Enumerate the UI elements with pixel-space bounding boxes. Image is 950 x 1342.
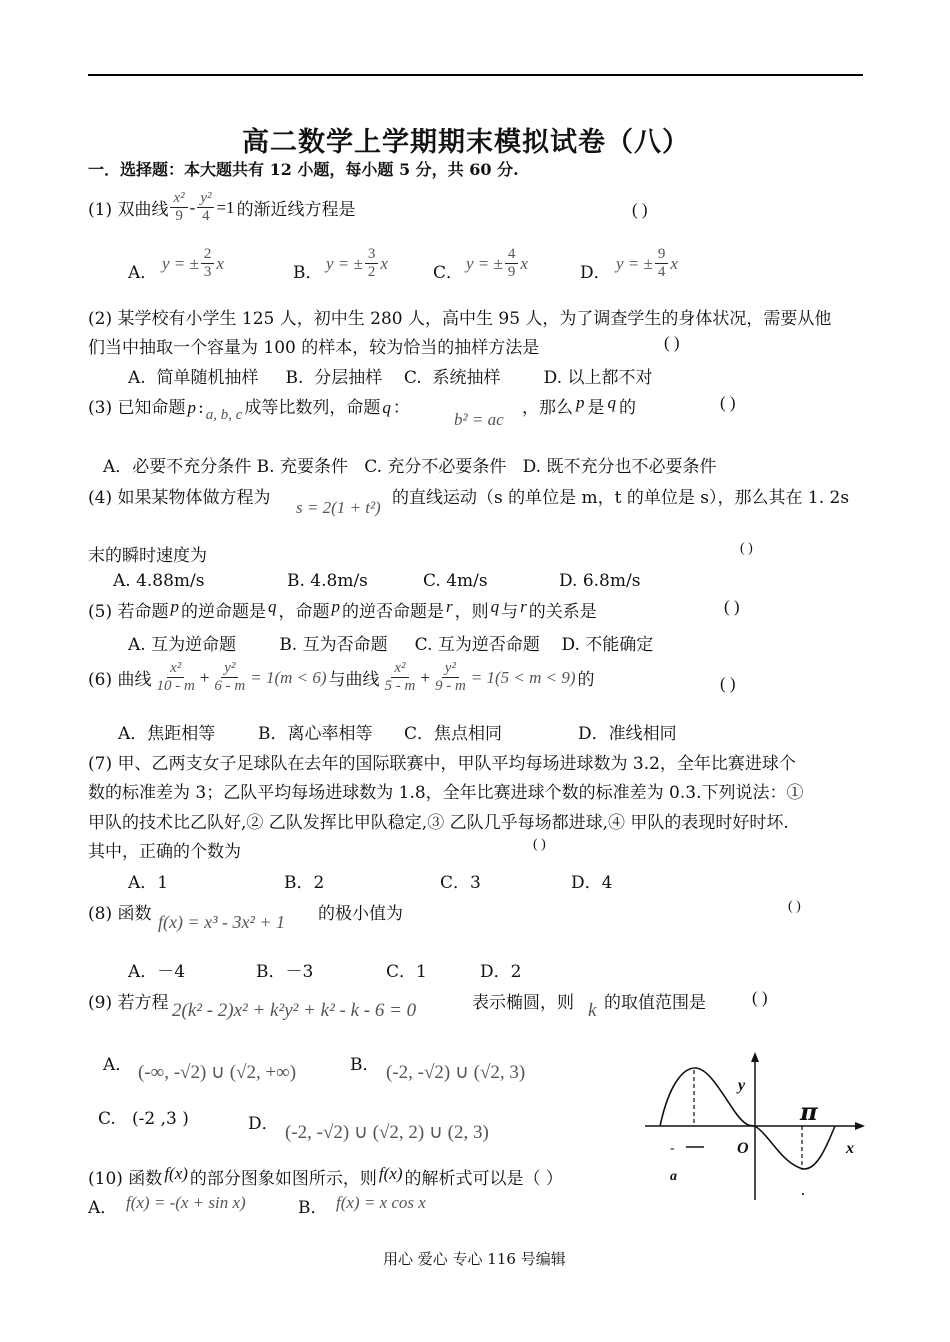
page-title: 高二数学上学期期末模拟试卷（八） [242,127,690,158]
y-axis-label: y [738,1077,746,1094]
q1-answer-paren: ( ) [632,200,648,219]
q3-stem-tail: ，那么 p 是 q 的 [522,393,636,418]
q4-stem-b: 的直线运动（s 的单位是 m，t 的单位是 s），那么其在 1. 2s [392,488,850,508]
question-1-stem [88,190,356,226]
q6-option-c[interactable]: C．焦点相同 [404,724,503,744]
q8-option-c[interactable]: C．1 [386,962,427,982]
q6-stem: (6) 曲线 $\frac{\text{x²}}{10 - m}$ + $\frac{\text{y²}}{6 - m}$ = 1(m < 6) 与曲线 $\frac{\text{x²}}{5 - m}$ + $\frac{\text{y²}}{9 - m}$ = 1(5 < m < 9) 的 [88,660,595,695]
q1-option-a-label: A． [128,263,158,283]
pi-label: π [800,1097,818,1126]
q3-stem: (3) 已知命题 p : a, b, c 成等比数列，命题 q ： [88,398,410,423]
q9-expression: 2(k² - 2)x² + k²y² + k² - k - 6 = 0 [172,1000,417,1021]
q10-option-a[interactable]: f(x) = -(x + sin x) [126,1193,246,1212]
q4-option-a[interactable]: A. 4.88m/s [113,571,205,591]
q7-line-1: (7) 甲、乙两支女子足球队在去年的国际联赛中，甲队平均每场进球数为 3.2，全年比赛进球个 [88,754,796,774]
q7-option-a[interactable]: A．1 [128,873,169,893]
q4-option-b[interactable]: B. 4.8m/s [287,571,368,591]
q9-answer-paren: ( ) [752,988,768,1007]
q9-stem-tail: 的取值范围是 [604,993,706,1013]
q9-stem-mid: 表示椭圆，则 [472,993,574,1013]
q1-equals: =1 [216,197,235,217]
function-graph [640,1040,870,1205]
q7-option-c[interactable]: C．3 [440,873,481,893]
q5-stem: (5) 若命题 p 的逆命题是 q ，命题 p 的逆否命题是 r ，则 q 与 r 的关系是 [88,597,597,622]
q1-option-c-label: C． [433,263,464,283]
q1-option-b[interactable]: y = ± $\frac{3}{2}$ x [326,246,388,281]
q9-option-c[interactable]: C. (-2 ,3 ) [98,1109,189,1129]
q10-option-a-label: A． [88,1198,118,1218]
neg-sign-label: - [670,1141,675,1156]
top-rule [88,74,863,76]
q7-line-3: 甲队的技术比乙队好,② 乙队发挥比甲队稳定,③ 乙队几乎每场都进球,④ 甲队的表现时好时坏. [88,813,789,833]
q4-answer-paren: ( ) [740,541,753,556]
q1-option-c[interactable]: y = ± $\frac{4}{9}$ x [466,246,528,281]
q1-option-a[interactable]: y = ± $\frac{2}{3}$ x [162,246,224,281]
q10-stem: (10) 函数 f(x) 的部分图象如图所示，则 f(x) 的解析式可以是（ ） [88,1164,563,1189]
q2-line-2: 们当中抽取一个容量为 100 的样本，较为恰当的抽样方法是 [88,338,540,358]
q9-option-a[interactable]: (-∞, -√2) ∪ (√2, +∞) [138,1062,297,1083]
y-axis-arrow-icon [751,1052,759,1062]
section-heading: 一．选择题：本大题共有 12 小题，每小题 5 分，共 60 分. [88,160,519,179]
q1-option-b-label: B． [293,263,323,283]
q10-option-b[interactable]: f(x) = x cos x [336,1193,426,1212]
q1-stem-b: 的渐近线方程是 [236,200,356,221]
q8-option-a[interactable]: A．－4 [128,962,186,982]
q1-fraction-1: $\frac{\text{x²}}{9}$ [170,190,187,226]
q8-answer-paren: ( ) [788,899,801,914]
q1-minus: - [189,197,196,217]
q2-answer-paren: ( ) [664,333,680,352]
q4-stem-a: (4) 如果某物体做方程为 [88,488,271,508]
q10-option-b-label: B． [298,1198,328,1218]
x-axis-label: x [846,1140,854,1157]
a-label: a [670,1169,677,1184]
q9-option-a-label: A． [103,1055,133,1075]
footer: 用心 爱心 专心 116 号编辑 [383,1250,566,1268]
q1-option-d-label: D． [580,263,611,283]
q3-options[interactable]: A．必要不充分条件 B. 充要条件 C. 充分不必要条件 D. 既不充分也不必要条件 [103,457,717,477]
q5-options[interactable]: A. 互为逆命题 B. 互为否命题 C. 互为逆否命题 D. 不能确定 [128,635,654,655]
q7-option-b[interactable]: B．2 [284,873,325,893]
q9-option-d[interactable]: (-2, -√2) ∪ (√2, 2) ∪ (2, 3) [285,1122,489,1143]
q6-option-a[interactable]: A．焦距相等 [118,724,216,744]
q6-answer-paren: ( ) [720,674,736,693]
q1-stem-a: (1) 双曲线 [88,200,169,221]
q8-stem-tail: 的极小值为 [318,904,403,924]
q7-answer-paren: ( ) [533,837,546,852]
min-point-dot [802,1193,804,1195]
q8-option-d[interactable]: D．2 [480,962,522,982]
q9-option-b-label: B． [350,1055,380,1075]
q2-options[interactable]: A. 简单随机抽样 B. 分层抽样 C. 系统抽样 D. 以上都不对 [128,368,653,388]
q4-option-d[interactable]: D. 6.8m/s [559,571,641,591]
q7-option-d[interactable]: D．4 [571,873,613,893]
q7-line-4: 其中，正确的个数为 [88,842,241,862]
q2-line-1: (2) 某学校有小学生 125 人，初中生 280 人，高中生 95 人，为了调查学生的身体状况，需要从他 [88,309,832,329]
q1-fraction-2: $\frac{\text{y²}}{4}$ [197,190,214,226]
q4-line-2: 末的瞬时速度为 [88,546,207,566]
q6-option-d[interactable]: D．准线相同 [578,724,677,744]
x-axis-arrow-icon [855,1122,865,1130]
q1-option-d[interactable]: y = ± $\frac{9}{4}$ x [616,246,678,281]
q8-option-b[interactable]: B．－3 [256,962,314,982]
q4-option-c[interactable]: C. 4m/s [423,571,488,591]
q5-answer-paren: ( ) [724,597,740,616]
q9-option-b[interactable]: (-2, -√2) ∪ (√2, 3) [386,1062,526,1083]
q3-expression: b² = ac [454,410,504,429]
q3-answer-paren: ( ) [720,393,736,412]
q8-expression: f(x) = x³ - 3x² + 1 [158,912,286,932]
q9-option-d-label: D． [248,1114,279,1134]
q4-expression: s = 2(1 + t²) [296,498,381,517]
q9-k: k [588,1000,597,1021]
q8-stem: (8) 函数 [88,904,152,924]
q6-option-b[interactable]: B．离心率相等 [258,724,373,744]
q1-options [128,246,828,294]
origin-label: O [737,1140,749,1157]
q7-line-2: 数的标准差为 3；乙队平均每场进球数为 1.8，全年比赛进球个数的标准差为 0.3.下列说法：① [88,783,804,803]
q9-stem: (9) 若方程 [88,993,169,1013]
